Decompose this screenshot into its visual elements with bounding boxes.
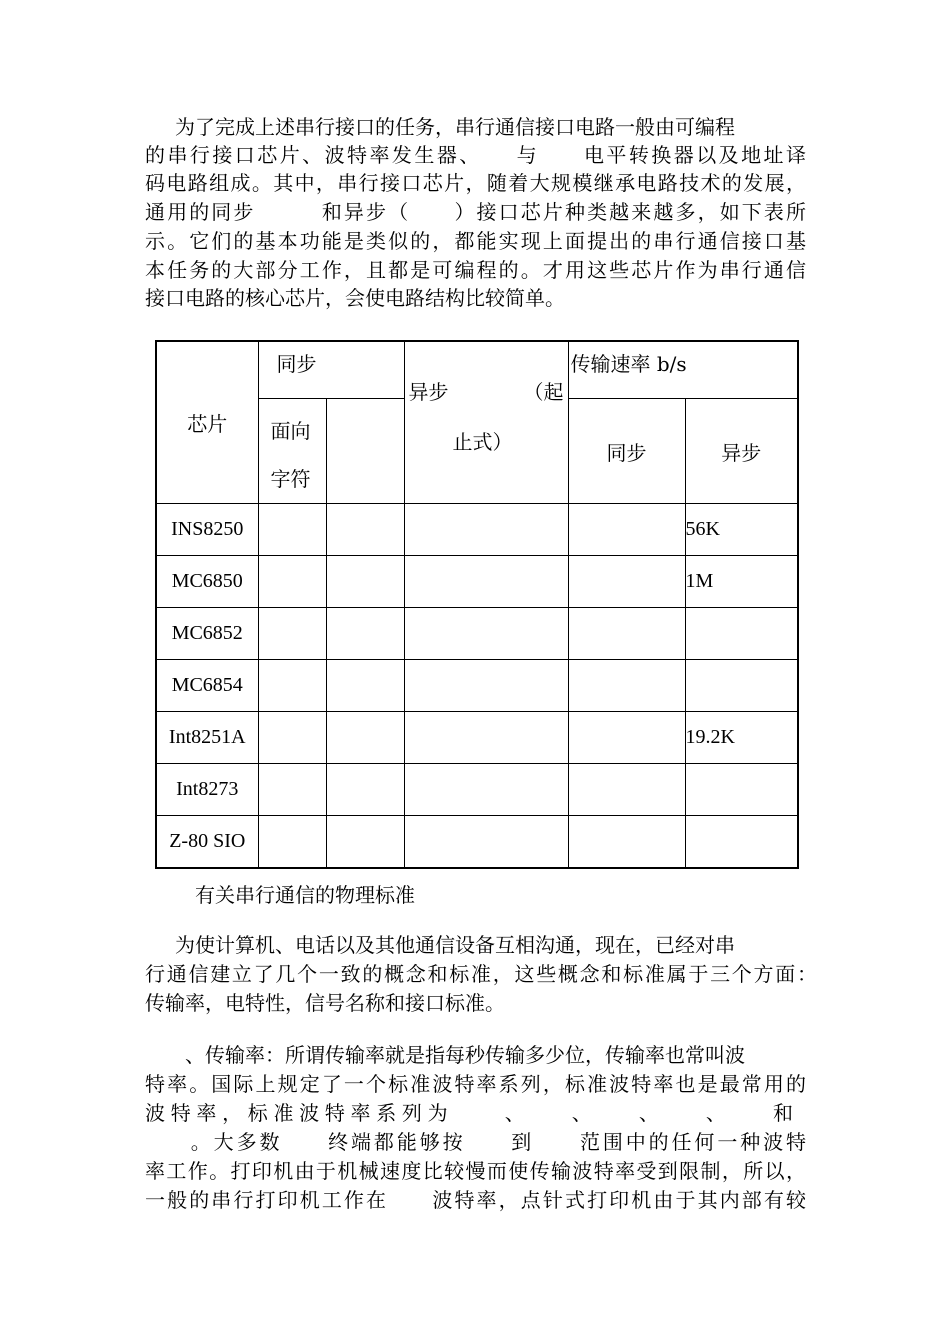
table-cell	[404, 608, 568, 660]
header-sync	[258, 341, 404, 399]
table-cell	[258, 608, 326, 660]
text-line: 的串行接口芯片、波特率发生器、 与 电平转换器以及地址译	[145, 143, 806, 167]
text-line: 行通信建立了几个一致的概念和标准，这些概念和标准属于三个方面：	[145, 962, 817, 986]
header-sync-char-label: 面向	[270, 419, 311, 443]
chip-name: MC6852	[156, 608, 258, 660]
text-line: 波特率，标准波特率系列为 、 、 、 、 和	[145, 1101, 793, 1125]
header-chip-label: 芯片	[187, 412, 228, 436]
table-cell	[404, 764, 568, 816]
table-cell	[568, 504, 685, 556]
table-cell	[326, 556, 404, 608]
header-async-label-3: 止式）	[452, 430, 513, 454]
header-rate-async-label: 异步	[721, 440, 762, 465]
chip-name: Z-80 SIO	[156, 816, 258, 868]
text-line: 接口电路的核心芯片，会使电路结构比较简单。	[145, 286, 565, 310]
text-line: 。大多数 终端都能够按 到 范围中的任何一种波特	[145, 1130, 806, 1154]
text-line: 特率。国际上规定了一个标准波特率系列，标准波特率也是最常用的	[145, 1072, 806, 1096]
table-cell	[326, 712, 404, 764]
table-cell	[258, 816, 326, 868]
table-row	[156, 608, 798, 660]
chip-name: MC6854	[156, 660, 258, 712]
header-sync-bit	[326, 399, 404, 504]
header-sync-char-label-2: 字符	[270, 467, 311, 491]
table-cell	[258, 764, 326, 816]
table-row	[156, 556, 798, 608]
async-rate: 56K	[685, 504, 798, 556]
table-row	[156, 660, 798, 712]
table-cell	[258, 556, 326, 608]
header-rate-label: 传输速率 b/s	[570, 352, 687, 376]
table-cell	[326, 608, 404, 660]
async-rate	[685, 816, 798, 868]
header-async-label-2: （起	[523, 380, 564, 404]
header-rate-sync-label: 同步	[606, 440, 647, 465]
chip-name: INS8250	[156, 504, 258, 556]
text-line: 为了完成上述串行接口的任务，串行通信接口电路一般由可编程	[175, 115, 735, 139]
chip-name: Int8273	[156, 764, 258, 816]
chip-table	[155, 340, 799, 869]
text-line: 为使计算机、电话以及其他通信设备互相沟通，现在，已经对串	[175, 933, 735, 957]
text-line: 率工作。打印机由于机械速度比较慢而使传输波特率受到限制，所以，	[145, 1159, 806, 1183]
table-cell	[568, 712, 685, 764]
table-cell	[404, 660, 568, 712]
header-rate-async	[685, 399, 798, 504]
table-cell	[404, 712, 568, 764]
table-cell	[568, 556, 685, 608]
chip-name: Int8251A	[156, 712, 258, 764]
async-rate: 1M	[685, 556, 798, 608]
table-row	[156, 764, 798, 816]
table-row	[156, 504, 798, 556]
table-cell	[258, 660, 326, 712]
header-async	[404, 341, 568, 504]
table-row	[156, 816, 798, 868]
text-line: 示。它们的基本功能是类似的，都能实现上面提出的串行通信接口基	[145, 229, 806, 253]
async-rate	[685, 608, 798, 660]
table-cell	[404, 816, 568, 868]
table-cell	[326, 660, 404, 712]
chip-name: MC6850	[156, 556, 258, 608]
table-cell	[568, 608, 685, 660]
table-cell	[326, 816, 404, 868]
header-sync-char	[258, 399, 326, 504]
text-line: 码电路组成。其中，串行接口芯片，随着大规模继承电路技术的发展，	[145, 171, 806, 195]
table-cell	[404, 504, 568, 556]
async-rate	[685, 764, 798, 816]
header-rate	[568, 341, 798, 399]
text-line: 本任务的大部分工作，且都是可编程的。才用这些芯片作为串行通信	[145, 258, 806, 282]
header-rate-sync	[568, 399, 685, 504]
table-cell	[568, 816, 685, 868]
text-line: 传输率，电特性，信号名称和接口标准。	[145, 991, 505, 1015]
header-chip	[156, 341, 258, 504]
header-async-label: 异步	[408, 380, 449, 404]
table-cell	[404, 556, 568, 608]
header-sync-label: 同步	[276, 352, 317, 376]
table-cell	[326, 764, 404, 816]
async-rate	[685, 660, 798, 712]
section-title: 有关串行通信的物理标准	[195, 883, 415, 907]
table-cell	[568, 660, 685, 712]
text-line: 、传输率：所谓传输率就是指每秒传输多少位，传输率也常叫波	[185, 1043, 745, 1067]
table-cell	[326, 504, 404, 556]
table-row	[156, 712, 798, 764]
table-cell	[258, 504, 326, 556]
text-line: 一般的串行打印机工作在 波特率，点针式打印机由于其内部有较	[145, 1188, 806, 1212]
table-cell	[568, 764, 685, 816]
table-cell	[258, 712, 326, 764]
text-line: 通用的同步 和异步（ ）接口芯片种类越来越多，如下表所	[145, 200, 806, 224]
async-rate: 19.2K	[685, 712, 798, 764]
